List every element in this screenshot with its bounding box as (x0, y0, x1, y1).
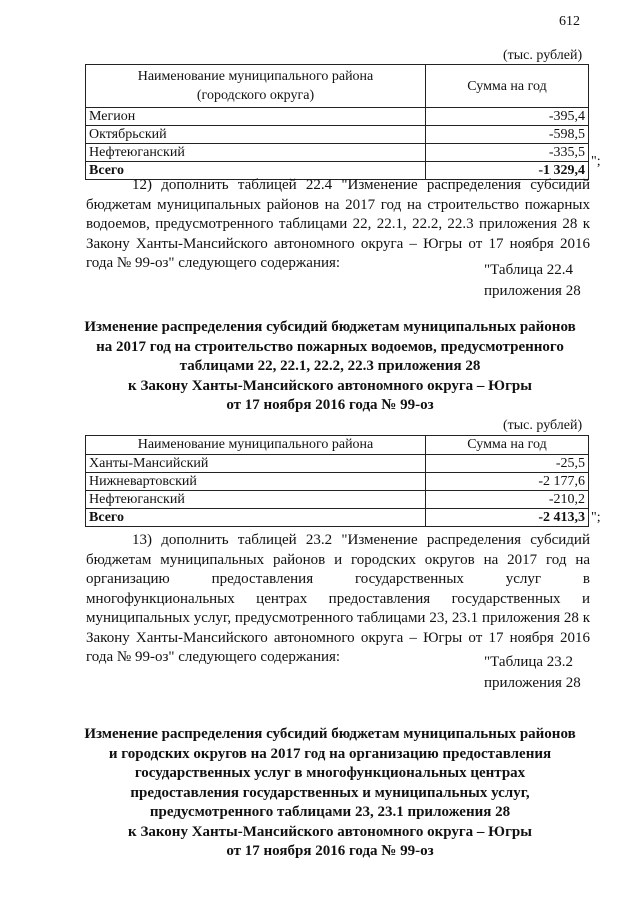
table1-header-sum: Сумма на год (426, 65, 589, 108)
district-name: Нефтеюганский (86, 491, 426, 509)
table-row (86, 473, 589, 491)
table-row (86, 126, 589, 144)
table-reference-23-2 (484, 652, 581, 694)
table2-header-row (86, 436, 589, 455)
district-sum: -598,5 (426, 126, 589, 144)
heading-line: к Закону Ханты-Мансийского автономного округа – Югры (128, 823, 532, 840)
paragraph-13: 13) дополнить таблицей 23.2 "Изменение распределения субсидий бюджетам муниципальных районов и городских округов на 2017 год на организацию предоставления государственных услуг в многофункциональных центрах предоставления государственных и муниципальных услуг, предусмотренного таблицами 23, 23.1 приложения 28 к Закону Ханты-Мансийского автономного округа – Югры от 17 ноября 2016 года № 99-оз" следующего содержания: (86, 532, 590, 665)
total-sum: -2 413,3 (426, 509, 589, 527)
heading-table-23-2 (60, 725, 600, 862)
table1-header-name-line2: (городского округа) (196, 88, 315, 103)
heading-table-22-4 (60, 318, 600, 416)
district-name: Нефтеюганский (86, 144, 426, 162)
heading-line: предусмотренного таблицами 23, 23.1 приложения 28 (149, 804, 511, 820)
table2-header-sum: Сумма на год (426, 436, 589, 455)
table-row (86, 491, 589, 509)
page-number: 612 (559, 14, 580, 29)
district-sum: -395,4 (426, 108, 589, 126)
heading-line: от 17 ноября 2016 года № 99-оз (226, 843, 434, 859)
table1-header-name (86, 65, 426, 108)
table1-close-quote: "; (591, 154, 601, 169)
heading-line: к Закону Ханты-Мансийского автономного округа – Югры (128, 377, 532, 394)
heading-line: государственных услуг в многофункциональных центрах (134, 765, 526, 781)
table2-units: (тыс. рублей) (503, 418, 583, 433)
table-row (86, 144, 589, 162)
table-reference-line: "Таблица 23.2 (484, 654, 574, 670)
table1-header-row (86, 65, 589, 108)
table1-units: (тыс. рублей) (503, 48, 583, 63)
district-sum: -335,5 (426, 144, 589, 162)
district-sum: -2 177,6 (426, 473, 589, 491)
total-label: Всего (86, 162, 426, 180)
heading-line: от 17 ноября 2016 года № 99-оз (226, 397, 434, 413)
paragraph-12: 12) дополнить таблицей 22.4 "Изменение распределения субсидий бюджетам муниципальных районов на 2017 год на строительство пожарных водоемов, предусмотренного таблицами 22, 22.1, 22.2, 22.3 приложения 28 к Закону Ханты-Мансийского автономного округа – Югры от 17 ноября 2016 года № 99-оз" следующего содержания: (86, 177, 590, 271)
heading-line: предоставления государственных и муниципальных услуг, (130, 784, 530, 801)
heading-line: на 2017 год на строительство пожарных водоемов, предусмотренного (96, 338, 564, 355)
heading-line: Изменение распределения субсидий бюджетам муниципальных районов (84, 319, 576, 335)
table-row (86, 455, 589, 473)
table-reference-line: приложения 28 (484, 675, 581, 691)
table1-header-name-line1: Наименование муниципального района (137, 69, 374, 84)
heading-line: Изменение распределения субсидий бюджетам муниципальных районов (84, 726, 576, 742)
district-sum: -25,5 (426, 455, 589, 473)
district-sum: -210,2 (426, 491, 589, 509)
table-row (86, 108, 589, 126)
table2 (85, 435, 589, 527)
table-reference-line: "Таблица 22.4 (484, 262, 574, 278)
table2-total-row (86, 509, 589, 527)
table-reference-line: приложения 28 (484, 283, 581, 299)
heading-line: и городских округов на 2017 год на организацию предоставления (108, 745, 552, 762)
total-label: Всего (86, 509, 426, 527)
table1 (85, 64, 589, 180)
district-name: Нижневартовский (86, 473, 426, 491)
district-name: Мегион (86, 108, 426, 126)
total-sum: -1 329,4 (426, 162, 589, 180)
heading-line: таблицами 22, 22.1, 22.2, 22.3 приложения 28 (179, 358, 481, 374)
district-name: Октябрьский (86, 126, 426, 144)
district-name: Ханты-Мансийский (86, 455, 426, 473)
table-reference-22-4 (484, 260, 581, 302)
table2-close-quote: "; (591, 510, 601, 525)
table2-header-name: Наименование муниципального района (86, 436, 426, 455)
